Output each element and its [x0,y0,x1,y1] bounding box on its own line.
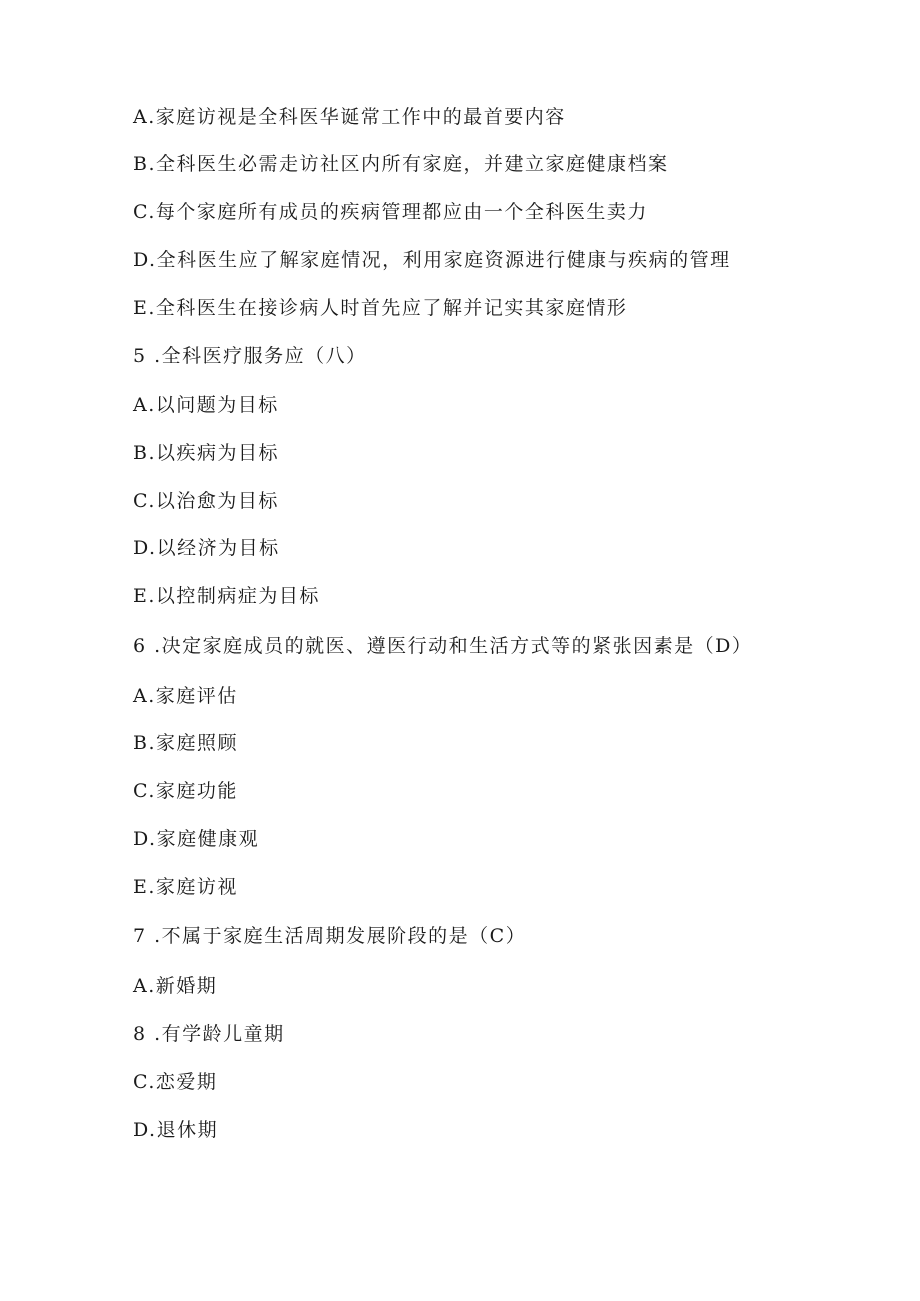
question-line: 6 .决定家庭成员的就医、遵医行动和生活方式等的紧张因素是（D） [133,635,753,657]
option-line: C.家庭功能 [133,780,238,802]
question-line: 5 .全科医疗服务应（八） [133,345,367,367]
option-line: B.以疾病为目标 [133,442,280,464]
option-line: B.家庭照顾 [133,732,239,754]
question-line: 7 .不属于家庭生活周期发展阶段的是（C） [133,925,527,947]
option-line: 8 .有学龄儿童期 [133,1023,285,1045]
option-line: D.退休期 [133,1119,219,1141]
option-line: E.全科医生在接诊病人时首先应了解并记实其家庭情形 [133,297,628,319]
option-line: A.以问题为目标 [133,394,279,416]
option-line: C.以治愈为目标 [133,490,279,512]
option-line: D.以经济为目标 [133,537,280,559]
option-line: A.家庭访视是全科医华诞常工作中的最首要内容 [133,106,566,128]
option-line: C.每个家庭所有成员的疾病管理都应由一个全科医生卖力 [133,201,648,223]
option-line: E.家庭访视 [133,876,238,898]
option-line: D.家庭健康观 [133,828,260,850]
option-line: D.全科医生应了解家庭情况，利用家庭资源进行健康与疾病的管理 [133,249,731,271]
option-line: E.以控制病症为目标 [133,585,320,607]
option-line: A.家庭评估 [133,685,238,707]
option-line: C.恋爱期 [133,1071,218,1093]
option-line: A.新婚期 [133,975,218,997]
option-line: B.全科医生必需走访社区内所有家庭，并建立家庭健康档案 [133,153,669,175]
